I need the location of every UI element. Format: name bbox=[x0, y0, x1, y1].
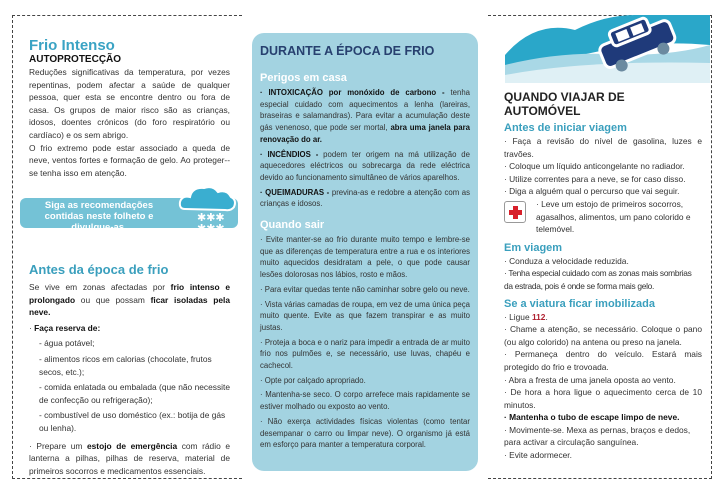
list-item: - comida enlatada ou embalada (que não necessite de confecção ou refrigeração); bbox=[39, 382, 230, 405]
list-item: · Utilize correntes para a neve, se for caso disso. bbox=[504, 173, 686, 184]
list-item: · De hora a hora ligue o aquecimento cerca de 10 minutos. bbox=[504, 387, 702, 410]
section-heading: Perigos em casa bbox=[260, 72, 347, 84]
list-item: · Para evitar quedas tente não caminhar sobre gelo ou neve. bbox=[260, 284, 470, 294]
reserve-label: · Faça reserva de: bbox=[29, 322, 101, 333]
paragraph: · INTOXICAÇÃO por monóxido de carbono - tenha especial cuidado com aquecimentos a lenha (lareiras, braseiras e salamandras). Para evitar a acumulação deste gás venenoso, que pode ser mortal, abra uma janela para renovação do ar. bbox=[260, 88, 470, 144]
intro-paragraph: Reduções significativas da temperatura, por vezes repentinas, podem afectar a saúde de qualquer pessoa, quer esta se encontre dentro ou fora de casa. Os grupos de maior risco são as crianças, idosos, doentes crónicos (do foro respiratório ou cardíaco) e os sem abrigo. bbox=[29, 67, 230, 140]
emergency-number: 112 bbox=[531, 311, 546, 322]
list-item: · Não exerça actividades físicas violentas (como tentar desempanar o carro ou limpar neve). O organismo já está em esforço para manter a temperatura corporal. bbox=[260, 416, 470, 450]
snow-cloud-icon bbox=[177, 183, 239, 235]
car-in-snow-illustration bbox=[505, 15, 710, 83]
paragraph: · INCÊNDIOS - podem ter origem na má utilização de aquecedores eléctricos ou sobrecarga da rede eléctrica devido ao funcionamento simultâneo de vários aparelhos. bbox=[260, 149, 470, 182]
section-heading: Antes da época de frio bbox=[29, 262, 169, 277]
right-column bbox=[504, 90, 702, 462]
svg-text:✱✱✱: ✱✱✱ bbox=[197, 222, 225, 235]
list-item: - alimentos ricos em calorias (chocolate, frutos secos, etc.); bbox=[39, 353, 212, 377]
list-item: · Abra a fresta de uma janela oposta ao vento. bbox=[504, 374, 676, 385]
paragraph: · QUEIMADURAS - previna-as e redobre a atenção com as crianças e idosos. bbox=[260, 187, 471, 209]
list-item: · Leve um estojo de primeiros socorros, agasalhos, alimentos, um pano colorido e telemóvel. bbox=[536, 198, 691, 235]
subtitle: AUTOPROTECÇÃO bbox=[29, 54, 122, 65]
list-item: · Tenha especial cuidado com as zonas mais sombrias da estrada, pois é onde se forma mais gelo. bbox=[504, 268, 692, 291]
banner-text: Siga as recomendações contidas neste folheto e divulgue-as. bbox=[44, 200, 154, 233]
list-item: · Proteja a boca e o nariz para impedir a entrada de ar muito frio nos pulmões e, se necessário, use luvas, chapéu e cachecol. bbox=[260, 337, 470, 371]
intro-paragraph-2: O frio extremo pode estar associado a queda de neve, ventos fortes e formação de gelo. Ao proteger--se tenha isso em atenção. bbox=[29, 142, 230, 178]
list-item: · Chame a atenção, se necessário. Coloque o pano (ou algo colorido) na antena ou preso na janela. bbox=[504, 324, 702, 347]
svg-text:✱✱✱: ✱✱✱ bbox=[197, 211, 225, 224]
page-title: Frio Intenso bbox=[29, 37, 115, 54]
list-item: · Vista várias camadas de roupa, em vez de uma única peça muito quente. Evite as que fazem transpirar e as muito justas. bbox=[260, 299, 470, 332]
list-item: · Conduza a velocidade reduzida. bbox=[504, 255, 629, 266]
list-item: · Coloque um líquido anticongelante no radiador. bbox=[504, 161, 685, 172]
list-item: - combustível de uso doméstico (ex.: botija de gás ou lenha). bbox=[39, 410, 226, 433]
list-item: · Mantenha-se seco. O corpo arrefece mais rapidamente se estiver molhado ou exposto ao vento. bbox=[260, 390, 470, 412]
paragraph: Se vive em zonas afectadas por frio intenso e prolongado ou que possam ficar isoladas pela neve. bbox=[29, 282, 230, 318]
list-item: · Evite manter-se ao frio durante muito tempo e lembre-se que as diferenças de temperatura entre a rua e os interiores muito aquecidos desidratam a pele, o que pode causar lesões dolorosas nos lábios, rosto e mãos. bbox=[260, 235, 470, 280]
paragraph: · Prepare um estojo de emergência com rádio e lanterna a pilhas, pilhas de reserva, material de primeiros socorros e medicamentos essenciais. bbox=[29, 440, 230, 476]
list-item: · Movimente-se. Mexa as pernas, braços e dedos, para activar a circulação sanguínea. bbox=[504, 424, 691, 448]
section-heading: Se a viatura ficar imobilizada bbox=[504, 297, 656, 310]
section-heading: Antes de iniciar viagem bbox=[504, 122, 627, 134]
panel-title: DURANTE A ÉPOCA DE FRIO bbox=[260, 44, 435, 58]
list-item: · Diga a alguém qual o percurso que vai seguir. bbox=[504, 186, 680, 197]
list-item: · Ligue 112. bbox=[504, 311, 548, 322]
section-heading: Quando sair bbox=[260, 219, 325, 232]
list-item: · Mantenha o tubo de escape limpo de neve. bbox=[504, 412, 680, 423]
before-season-section bbox=[29, 262, 230, 480]
list-item: · Evite adormecer. bbox=[504, 450, 572, 461]
section-title: QUANDO VIAJAR DE AUTOMÓVEL bbox=[504, 90, 625, 118]
list-item: · Permaneça dentro do veículo. Estará mais protegido do frio e trovoada. bbox=[504, 349, 702, 372]
first-aid-item bbox=[504, 198, 702, 236]
left-column bbox=[29, 37, 230, 179]
section-heading: Em viagem bbox=[504, 241, 563, 254]
list-item: · Opte por calçado apropriado. bbox=[260, 375, 366, 385]
during-season-panel bbox=[252, 33, 478, 471]
list-item: - água potável; bbox=[39, 338, 95, 349]
first-aid-icon bbox=[504, 201, 526, 223]
list-item: · Faça a revisão do nível de gasolina, luzes e travões. bbox=[504, 136, 702, 159]
